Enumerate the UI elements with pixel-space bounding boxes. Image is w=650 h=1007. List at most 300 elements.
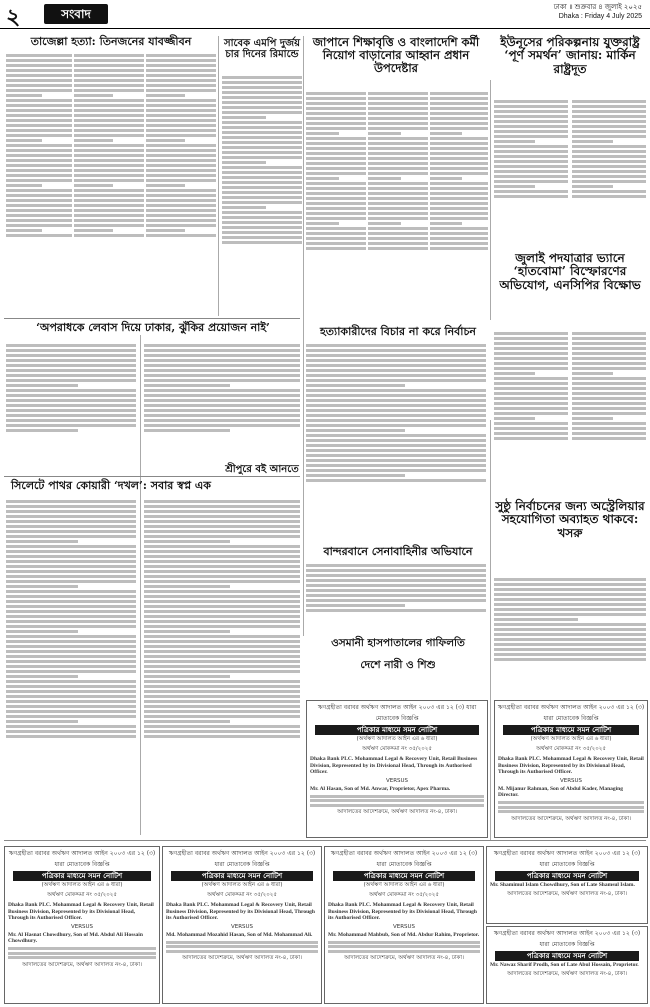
text-line (6, 680, 136, 683)
text-line (494, 332, 568, 335)
text-line (306, 237, 366, 240)
text-line (572, 155, 646, 158)
text-line (306, 112, 366, 115)
text-line (572, 175, 646, 178)
text-line (222, 141, 302, 144)
notice-footer: আদালতের আদেশক্রমে, অর্থঋণ আদালত নং-৪, ঢাকা। (511, 815, 631, 822)
text-line (222, 126, 302, 129)
text-line (144, 419, 300, 422)
text-line (368, 247, 428, 250)
text-line (74, 224, 144, 227)
headline-yunus: ইউনূসের পরিকল্পনায় যুক্তরাষ্ট্র ‘পূর্ণ সমর্থন’ জানায়: মার্কিন রাষ্ট্রদূত (500, 35, 640, 76)
legal-notice (4, 846, 160, 1004)
text-line (74, 174, 144, 177)
text-line (146, 89, 216, 92)
dateline (554, 3, 642, 21)
text-line (144, 735, 300, 738)
article-yunus-body (494, 98, 568, 244)
text-line (494, 633, 646, 636)
text-line (498, 801, 644, 804)
text-line (306, 444, 486, 447)
text-line (328, 950, 480, 953)
masthead (0, 0, 650, 29)
text-line (368, 162, 428, 165)
column-rule-5 (490, 420, 491, 840)
text-line (144, 715, 300, 718)
text-line (6, 209, 72, 212)
text-line (222, 156, 302, 159)
text-line (368, 97, 428, 100)
text-line (146, 149, 216, 152)
article-japan-body-2 (368, 90, 428, 320)
headline-mp-remand: সাবেক এমপি দুর্জয় চার দিনের রিমান্ডে (224, 38, 300, 61)
notice-title: পত্রিকার মাধ্যমে সমন নোটিশ (171, 871, 313, 881)
text-line (494, 342, 568, 345)
text-line (306, 364, 486, 367)
text-line (306, 227, 366, 230)
text-line (144, 620, 300, 623)
text-line (494, 402, 568, 405)
text-line (6, 359, 136, 362)
text-line (6, 144, 72, 147)
text-line (144, 500, 300, 503)
text-line (572, 402, 646, 405)
text-line (494, 120, 568, 123)
text-line (430, 192, 488, 195)
text-line (6, 645, 136, 648)
article-army-body (306, 562, 486, 632)
text-line (494, 618, 578, 621)
text-line (6, 625, 136, 628)
text-line (8, 947, 156, 950)
text-line (6, 159, 72, 162)
text-line (222, 206, 266, 209)
text-line (6, 424, 136, 427)
text-line (494, 362, 568, 365)
text-line (6, 600, 136, 603)
text-line (6, 560, 136, 563)
notice-case-no: অর্থঋণ মোকদ্দমা নং ৩৫/২০২৫ (536, 746, 606, 752)
text-line (494, 372, 535, 375)
text-line (368, 92, 428, 95)
article-japan-body (306, 90, 366, 320)
text-line (144, 635, 300, 638)
article-mp-remand-body (222, 74, 302, 314)
text-line (6, 154, 72, 157)
text-line (494, 598, 646, 601)
text-line (6, 379, 136, 382)
text-line (146, 109, 216, 112)
text-line (222, 131, 302, 134)
text-line (572, 120, 646, 123)
text-line (144, 510, 300, 513)
text-line (222, 176, 302, 179)
text-line (494, 407, 568, 410)
text-line (430, 117, 488, 120)
text-line (572, 337, 646, 340)
text-line (368, 242, 428, 245)
text-line (368, 202, 428, 205)
text-line (494, 417, 535, 420)
text-line (144, 389, 300, 392)
text-line (572, 362, 646, 365)
headline-army: বান্দরবানে সেনাবাহিনীর অভিযানে (323, 545, 473, 558)
text-line (306, 439, 486, 442)
text-line (368, 142, 428, 145)
text-line (6, 234, 72, 237)
text-line (74, 199, 144, 202)
text-line (146, 169, 216, 172)
text-line (144, 655, 300, 658)
page-number: ২ (6, 4, 21, 30)
text-line (222, 151, 302, 154)
text-line (572, 135, 646, 138)
article-padayatra-body (494, 330, 568, 490)
text-line (146, 209, 216, 212)
text-line (306, 152, 366, 155)
text-line (222, 81, 302, 84)
text-line (494, 653, 646, 656)
notice-top-line: ঋণগ্রহীতা বরাবর অর্থঋণ আদালত আইন ২০০৩ এর ১২ (৩) ধারা মোতাবেক বিজ্ঞপ্তি (168, 850, 316, 868)
text-line (6, 204, 72, 207)
text-line (6, 540, 78, 543)
text-line (144, 580, 300, 583)
text-line (74, 194, 144, 197)
text-line (494, 367, 568, 370)
text-line (146, 54, 216, 57)
text-line (494, 110, 568, 113)
text-line (494, 160, 568, 163)
text-line (6, 605, 136, 608)
text-line (6, 705, 136, 708)
text-line (430, 197, 488, 200)
text-line (146, 139, 185, 142)
text-line (8, 956, 156, 959)
text-line (306, 157, 366, 160)
text-line (368, 197, 428, 200)
text-line (144, 394, 300, 397)
text-line (572, 160, 646, 163)
text-line (430, 142, 488, 145)
notice-subtitle: (অর্থঋণ আদালত আইন এর ৬ ধারা) (356, 736, 438, 742)
article-murder-body-2 (74, 52, 144, 314)
text-line (146, 129, 216, 132)
text-line (494, 352, 568, 355)
headline-women: দেশে নারী ও শিশু (360, 659, 436, 671)
text-line (572, 125, 646, 128)
notice-fill (163, 941, 321, 953)
text-line (144, 555, 300, 558)
text-line (144, 565, 300, 568)
text-line (6, 74, 72, 77)
text-line (430, 162, 488, 165)
notice-title: পত্রিকার মাধ্যমে সমন নোটিশ (495, 951, 639, 961)
text-line (430, 202, 488, 205)
text-line (306, 389, 486, 392)
text-line (146, 164, 216, 167)
text-line (144, 374, 300, 377)
text-line (306, 424, 486, 427)
text-line (222, 86, 302, 89)
text-line (144, 575, 300, 578)
text-line (6, 89, 72, 92)
headline-murder: তাজেল্লা হত্যা: তিনজনের যাবজ্জীবন (30, 35, 192, 48)
text-line (74, 219, 144, 222)
text-line (572, 437, 646, 440)
text-line (146, 229, 185, 232)
text-line (306, 359, 486, 362)
text-line (306, 97, 366, 100)
article-laos-body (6, 342, 136, 472)
text-line (6, 660, 136, 663)
text-line (572, 357, 646, 360)
text-line (6, 500, 136, 503)
text-line (572, 130, 646, 133)
text-line (494, 658, 646, 661)
text-line (144, 384, 230, 387)
text-line (6, 199, 72, 202)
text-line (222, 121, 302, 124)
notice-title: পত্রিকার মাধ্যমে সমন নোটিশ (503, 725, 639, 735)
text-line (306, 459, 486, 462)
text-line (6, 59, 72, 62)
text-line (572, 150, 646, 153)
text-line (6, 149, 72, 152)
text-line (368, 222, 401, 225)
text-line (144, 540, 230, 543)
text-line (430, 132, 462, 135)
text-line (306, 207, 366, 210)
text-line (306, 434, 486, 437)
headline-australia: সুষ্ঠু নির্বাচনের জন্য অস্ট্রেলিয়ার সহযোগিতা অব্যাহত থাকবে: খসরু (495, 499, 645, 540)
notice-footer: আদালতের আদেশক্রমে, অর্থঋণ আদালত নং-৪, ঢাকা। (344, 955, 464, 961)
notice-fill (495, 801, 647, 813)
text-line (306, 167, 366, 170)
text-line (572, 195, 646, 198)
text-line (494, 337, 568, 340)
text-line (6, 725, 136, 728)
text-line (494, 140, 535, 143)
text-line (146, 234, 216, 237)
notice-defendant: M. Mijanur Rahman, Son of Abdul Kader, Managing Director. (498, 785, 623, 798)
notice-fill (325, 941, 483, 953)
text-line (572, 185, 613, 188)
text-line (306, 449, 486, 452)
text-line (146, 219, 216, 222)
text-line (144, 665, 300, 668)
notice-fill (5, 947, 159, 959)
text-line (222, 171, 302, 174)
text-line (146, 64, 216, 67)
notice-defendant: Mr. Al Hasan, Son of Md. Anwar, Proprietor, Apex Pharma. (310, 785, 451, 792)
text-line (6, 565, 136, 568)
text-line (6, 650, 136, 653)
article-japan-body-3 (430, 90, 488, 320)
notice-top-line: ঋণগ্রহীতা বরাবর অর্থঋণ আদালত আইন ২০০৩ এর ১২ (৩) ধারা মোতাবেক বিজ্ঞপ্তি (493, 850, 641, 868)
notice-footer: আদালতের আদেশক্রমে, অর্থঋণ আদালত নং-৪, ঢাকা। (507, 890, 627, 897)
text-line (74, 234, 144, 237)
text-line (572, 347, 646, 350)
text-line (430, 107, 488, 110)
column-rule-2 (303, 36, 304, 636)
text-line (6, 174, 72, 177)
notice-footer: আদালতের আদেশক্রমে, অর্থঋণ আদালত নং-৪, ঢাকা। (182, 955, 302, 961)
text-line (74, 229, 113, 232)
text-line (144, 690, 300, 693)
article-laos-body-2 (144, 342, 300, 472)
text-line (494, 648, 646, 651)
text-line (6, 184, 42, 187)
text-line (306, 217, 366, 220)
text-line (6, 720, 78, 723)
text-line (6, 164, 72, 167)
text-line (494, 427, 568, 430)
text-line (306, 609, 486, 612)
text-line (306, 142, 366, 145)
text-line (146, 199, 216, 202)
text-line (144, 685, 300, 688)
newspaper-logo: সংবাদ (44, 4, 108, 24)
notice-top-line: ঋণগ্রহীতা বরাবর অর্থঋণ আদালত আইন ২০০৩ এর ১২ (৩) ধারা মোতাবেক বিজ্ঞপ্তি (8, 850, 156, 868)
notice-defendant: Mr. Nawaz Sharif Prodh, Son of Late Abul Hossain, Proprietor. (490, 962, 639, 968)
text-line (306, 107, 366, 110)
text-line (6, 670, 136, 673)
text-line (144, 675, 230, 678)
article-sylhet-body-2 (144, 498, 300, 834)
text-line (6, 505, 136, 508)
text-line (572, 412, 646, 415)
text-line (306, 414, 486, 417)
text-line (306, 479, 486, 482)
text-line (144, 560, 300, 563)
text-line (6, 54, 72, 57)
text-line (146, 94, 185, 97)
text-line (6, 520, 136, 523)
text-line (494, 623, 646, 626)
text-line (6, 99, 72, 102)
text-line (146, 74, 216, 77)
notice-case-no: অর্থঋণ মোকদ্দমা নং ৩৫/২০২৫ (369, 892, 439, 898)
text-line (368, 147, 428, 150)
text-line (494, 185, 535, 188)
text-line (6, 525, 136, 528)
text-line (494, 583, 646, 586)
text-line (572, 372, 613, 375)
text-line (306, 147, 366, 150)
text-line (6, 224, 72, 227)
text-line (306, 202, 366, 205)
text-line (6, 194, 72, 197)
headline-padayatra: জুলাই পদযাত্রার ভ্যানে ‘হাতবোমা’ বিস্ফোরণের অভিযোগ, এনসিপির বিক্ষোভ (499, 251, 641, 292)
text-line (146, 134, 216, 137)
text-line (146, 189, 216, 192)
legal-notice (162, 846, 322, 1004)
text-line (6, 620, 136, 623)
notice-versus: VERSUS (230, 923, 254, 930)
text-line (494, 115, 568, 118)
text-line (6, 229, 42, 232)
text-line (74, 169, 144, 172)
text-line (306, 182, 366, 185)
notice-bank: Dhaka Bank PLC. Mohammad Legal & Recovery Unit, Retail Business Division, Represented by its Divisional Head, Through its Authorised Officer. (310, 756, 478, 775)
text-line (6, 535, 136, 538)
text-line (494, 638, 646, 641)
text-line (74, 64, 144, 67)
text-line (306, 569, 486, 572)
article-murder-body-3 (146, 52, 216, 314)
text-line (328, 945, 480, 948)
text-line (6, 109, 72, 112)
text-line (572, 100, 646, 103)
text-line (430, 92, 488, 95)
notice-case-no: অর্থঋণ মোকদ্দমা নং ৩৫/২০২৫ (362, 746, 432, 752)
text-line (144, 409, 300, 412)
text-line (6, 575, 136, 578)
legal-notice (486, 846, 648, 924)
text-line (146, 174, 216, 177)
text-line (572, 392, 646, 395)
text-line (146, 79, 216, 82)
text-line (494, 578, 646, 581)
notice-defendant: Mr. Mohammad Mahbub, Son of Md. Abdur Rahim, Proprietor. (328, 931, 480, 938)
text-line (6, 695, 136, 698)
headline-osmani: ওসমানী হাসপাতালের গাফিলতি (331, 637, 465, 649)
text-line (572, 332, 646, 335)
text-line (144, 720, 230, 723)
text-line (6, 730, 136, 733)
text-line (6, 364, 136, 367)
text-line (310, 799, 484, 802)
text-line (146, 104, 216, 107)
text-line (146, 214, 216, 217)
text-line (6, 675, 78, 678)
text-line (572, 140, 613, 143)
text-line (6, 119, 72, 122)
notice-versus: VERSUS (559, 777, 583, 784)
notice-top-line: ঋণগ্রহীতা বরাবর অর্থঋণ আদালত আইন ২০০৩ এর ১২ (৩) ধারা মোতাবেক বিজ্ঞপ্তি (493, 930, 641, 948)
text-line (222, 111, 302, 114)
text-line (306, 474, 405, 477)
text-line (306, 162, 366, 165)
text-line (144, 625, 300, 628)
text-line (572, 382, 646, 385)
notice-versus: VERSUS (70, 923, 94, 930)
text-line (368, 167, 428, 170)
text-line (6, 735, 136, 738)
notice-subtitle: (অর্থঋণ আদালত আইন এর ৬ ধারা) (530, 736, 612, 742)
text-line (494, 180, 568, 183)
text-line (368, 237, 428, 240)
text-line (6, 399, 136, 402)
text-line (6, 615, 136, 618)
column-rule-4 (140, 335, 141, 835)
text-line (166, 941, 318, 944)
text-line (572, 342, 646, 345)
text-line (306, 579, 486, 582)
text-line (144, 349, 300, 352)
text-line (74, 69, 144, 72)
text-line (74, 139, 113, 142)
text-line (368, 102, 428, 105)
text-line (6, 114, 72, 117)
text-line (430, 187, 488, 190)
text-line (368, 177, 401, 180)
text-line (6, 640, 136, 643)
text-line (6, 404, 136, 407)
text-line (144, 700, 300, 703)
notice-title: পত্রিকার মাধ্যমে সমন নোটিশ (315, 725, 479, 735)
text-line (306, 344, 486, 347)
